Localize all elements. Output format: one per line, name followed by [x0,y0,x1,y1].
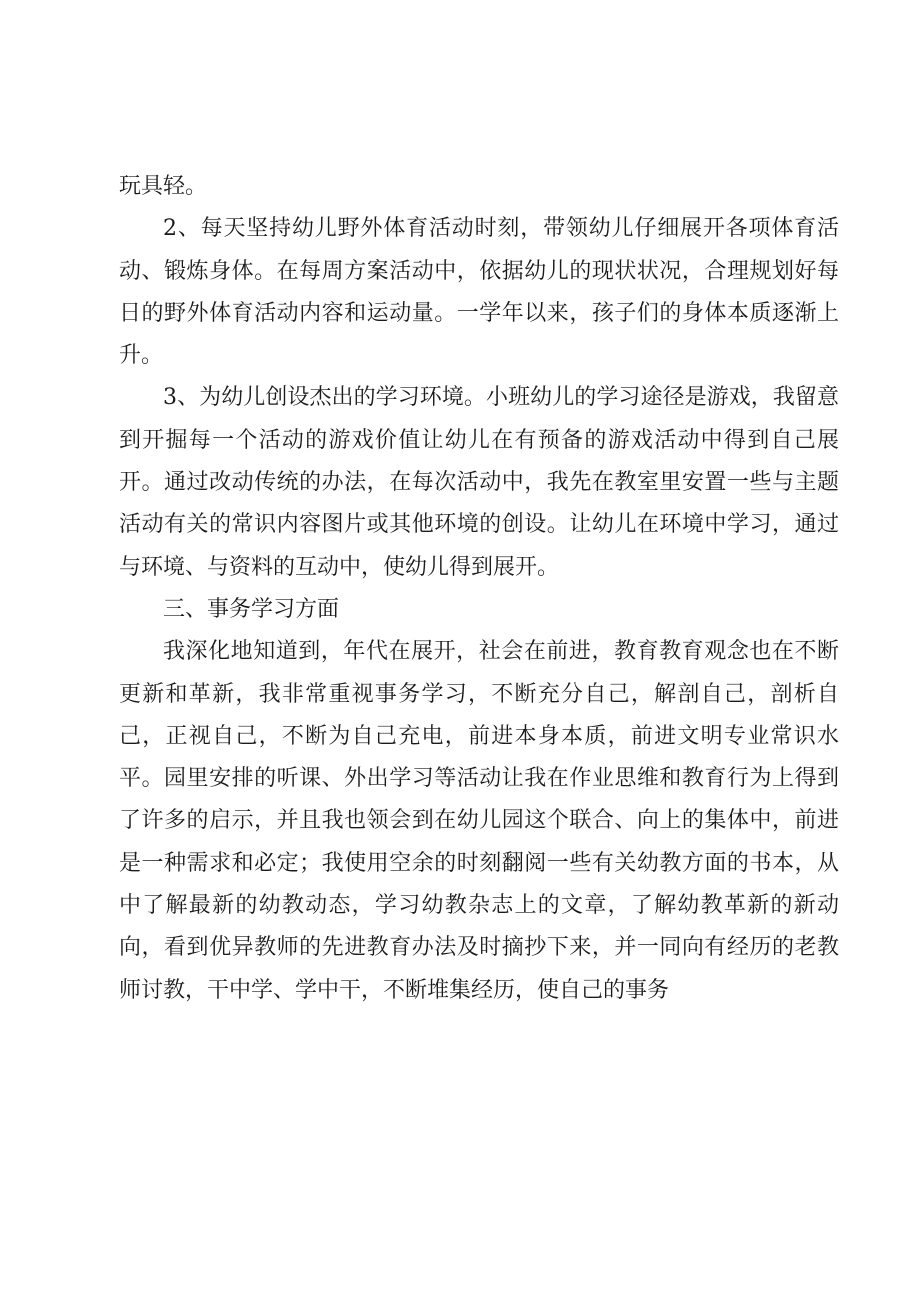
paragraph-item-3: 3、为幼儿创设杰出的学习环境。小班幼儿的学习途径是游戏，我留意到开掘每一个活动的游戏价值让幼儿在有预备的游戏活动中得到自己展开。通过改动传统的办法，在每次活动中，我先在教室里安置一些与主题活动有关的常识内容图片或其他环境的创设。让幼儿在环境中学习，通过与环境、与资料的互动中，使幼儿得到展开。 [119,385,839,580]
paragraph-continuation: 玩具轻。 [119,174,208,199]
document-body [119,166,839,1012]
section-heading-3: 三、事务学习方面 [163,596,340,622]
paragraph-item-2: 2、每天坚持幼儿野外体育活动时刻，带领幼儿仔细展开各项体育活动、锻炼身体。在每周方案活动中，依据幼儿的现状状况，合理规划好每日的野外体育活动内容和运动量。一学年以来，孩子们的身体本质逐渐上升。 [119,216,839,369]
paragraph-study: 我深化地知道到，年代在展开，社会在前进，教育教育观念也在不断更新和革新，我非常重视事务学习，不断充分自己，解剖自己，剖析自己，正视自己，不断为自己充电，前进本身本质，前进文明专业常识水平。园里安排的听课、外出学习等活动让我在作业思维和教育行为上得到了许多的启示，并且我也领会到在幼儿园这个联合、向上的集体中，前进是一种需求和必定；我使用空余的时刻翻阅一些有关幼教方面的书本，从中了解最新的幼教动态，学习幼教杂志上的文章，了解幼教革新的新动向，看到优异教师的先进教育办法及时摘抄下来，并一同向有经历的老教师讨教，干中学、学中干，不断堆集经历，使自己的事务 [119,639,839,1003]
